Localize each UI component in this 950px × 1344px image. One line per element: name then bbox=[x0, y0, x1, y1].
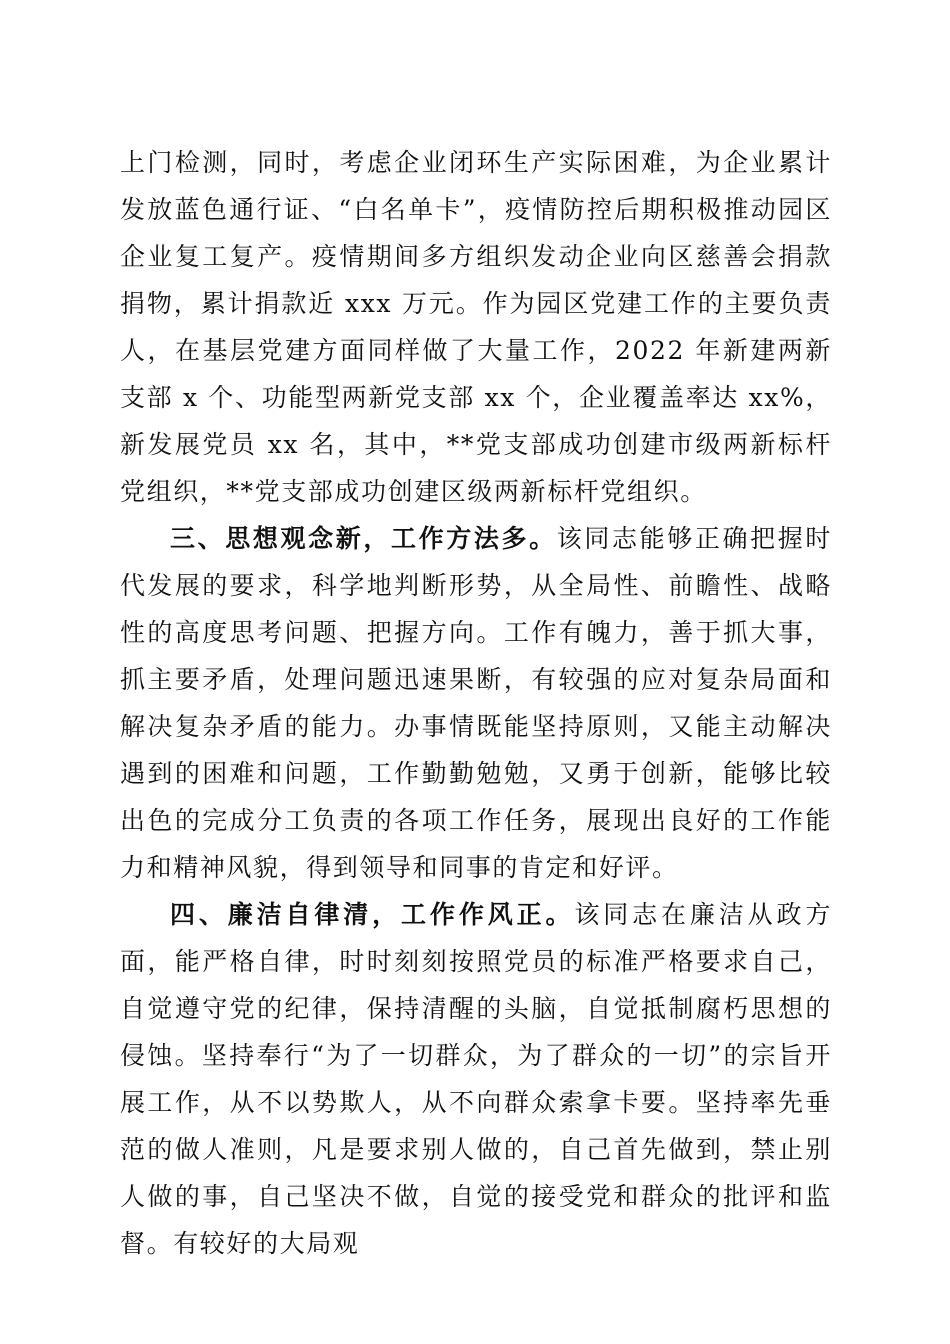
section-4-heading: 四、廉洁自律清，工作作风正。 bbox=[170, 900, 575, 929]
paragraph-1: 上门检测，同时，考虑企业闭环生产实际困难，为企业累计发放蓝色通行证、“白名单卡”，疫情防控后期积极推动园区企业复工复产。疫情期间多方组织发动企业向区慈善会捐款捐物，累计捐款近 xxx 万元。作为园区党建工作的主要负责人，在基层党建方面同样做了大量工作，2022 年新建两新支部 x 个、功能型两新党支部 xx 个，企业覆盖率达 xx%，新发展党员 xx 名，其中，**党支部成功创建市级两新标杆党组织，**党支部成功创建区级两新标杆党组织。 bbox=[120, 148, 832, 506]
document-body bbox=[120, 139, 832, 1267]
section-3-paragraph bbox=[120, 515, 832, 891]
section-3-heading: 三、思想观念新，工作方法多。 bbox=[170, 524, 557, 553]
section-4-text: 该同志在廉洁从政方面，能严格自律，时时刻刻按照党员的标准严格要求自己，自觉遵守党的纪律，保持清醒的头脑，自觉抵制腐朽思想的侵蚀。坚持奉行“为了一切群众，为了群众的一切”的宗旨开展工作，从不以势欺人，从不向群众索拿卡要。坚持率先垂范的做人准则，凡是要求别人做的，自己首先做到，禁止别人做的事，自己坚决不做，自觉的接受党和群众的批评和监督。有较好的大局观 bbox=[120, 900, 832, 1258]
section-3-text: 该同志能够正确把握时代发展的要求，科学地判断形势，从全局性、前瞻性、战略性的高度思考问题、把握方向。工作有魄力，善于抓大事，抓主要矛盾，处理问题迅速果断，有较强的应对复杂局面和解决复杂矛盾的能力。办事情既能坚持原则，又能主动解决遇到的困难和问题，工作勤勤勉勉，又勇于创新，能够比较出色的完成分工负责的各项工作任务，展现出良好的工作能力和精神风貌，得到领导和同事的肯定和好评。 bbox=[120, 524, 832, 882]
section-4-paragraph bbox=[120, 891, 832, 1267]
